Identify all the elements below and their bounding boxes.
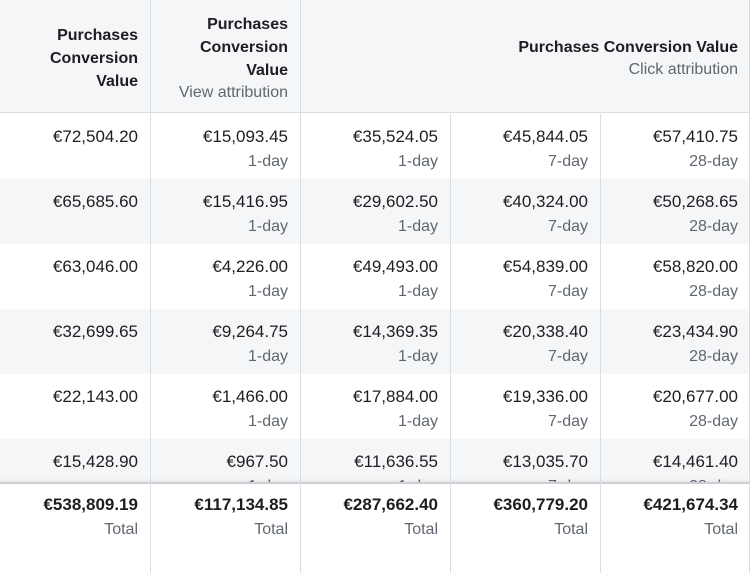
total-col1: [0, 484, 150, 575]
cell-col1: [0, 374, 150, 439]
cell-window: 28-day: [689, 348, 738, 365]
cell-col4: [450, 114, 600, 179]
cell-value: €65,685.60: [52, 192, 138, 211]
header-line: Value: [246, 62, 288, 79]
cell-col2: [150, 244, 300, 309]
cell-col2: [150, 114, 300, 179]
cell-window: 1-day: [397, 413, 438, 430]
cell-col5: [600, 374, 750, 439]
cell-window: 1-day: [397, 153, 438, 170]
cell-value: €14,369.35: [352, 322, 438, 341]
totals-row: [0, 482, 750, 573]
cell-col4: [450, 179, 600, 244]
cell-col1: [0, 179, 150, 244]
cell-window: 1-day: [247, 348, 288, 365]
cell-window: 1-day: [247, 218, 288, 235]
cell-value: €14,461.40: [652, 452, 738, 471]
cell-value: €1,466.00: [212, 387, 288, 406]
cell-col4: [450, 244, 600, 309]
total-col5: [600, 484, 750, 575]
cell-window: 28-day: [689, 153, 738, 170]
header-line: Conversion: [49, 50, 138, 67]
table-body: [0, 114, 750, 482]
header-line: Conversion: [199, 39, 288, 56]
cell-value: €72,504.20: [52, 127, 138, 146]
cell-col5: [600, 309, 750, 374]
cell-value: €49,493.00: [352, 257, 438, 276]
cell-value: €40,324.00: [502, 192, 588, 211]
total-value: €117,134.85: [194, 495, 288, 514]
cell-col3: [300, 179, 450, 244]
total-col4: [450, 484, 600, 575]
cell-window: 28-day: [689, 413, 738, 430]
cell-window: 7-day: [547, 413, 588, 430]
column-divider: [450, 114, 451, 573]
cell-col4: [450, 374, 600, 439]
total-col3: [300, 484, 450, 575]
cell-col5: [600, 244, 750, 309]
cell-value: €57,410.75: [652, 127, 738, 146]
cell-value: €45,844.05: [502, 127, 588, 146]
total-label: Total: [554, 521, 588, 538]
cell-value: €54,839.00: [502, 257, 588, 276]
cell-value: €63,046.00: [52, 257, 138, 276]
cell-window: 1-day: [247, 153, 288, 170]
cell-value: €11,636.55: [354, 452, 438, 471]
column-divider: [300, 0, 301, 573]
total-value: €360,779.20: [493, 495, 588, 514]
cell-col3: [300, 114, 450, 179]
group-title: Purchases Conversion Value: [518, 39, 738, 56]
cell-value: €17,884.00: [352, 387, 438, 406]
cell-window: 1-day: [397, 218, 438, 235]
cell-value: €13,035.70: [502, 452, 588, 471]
total-value: €421,674.34: [643, 495, 738, 514]
table-row[interactable]: [0, 114, 750, 179]
cell-col3: [300, 309, 450, 374]
table-row[interactable]: [0, 244, 750, 309]
cell-window: 1-day: [247, 283, 288, 300]
total-value: €287,662.40: [343, 495, 438, 514]
total-value: €538,809.19: [43, 495, 138, 514]
cell-window: 7-day: [547, 218, 588, 235]
column-divider: [600, 114, 601, 573]
total-label: Total: [104, 521, 138, 538]
header-subtitle: View attribution: [178, 84, 288, 101]
cell-window: 1-day: [397, 348, 438, 365]
cell-col4: [450, 309, 600, 374]
total-label: Total: [254, 521, 288, 538]
cell-value: €967.50: [226, 452, 288, 471]
cell-value: €22,143.00: [52, 387, 138, 406]
table-row[interactable]: [0, 309, 750, 374]
cell-value: €20,338.40: [502, 322, 588, 341]
cell-col5: [600, 114, 750, 179]
table-header: [0, 0, 750, 113]
cell-col1: [0, 244, 150, 309]
cell-window: 1-day: [397, 283, 438, 300]
column-header-purchases-conversion-value[interactable]: [0, 0, 150, 113]
cell-value: €29,602.50: [352, 192, 438, 211]
cell-value: €50,268.65: [652, 192, 738, 211]
total-label: Total: [704, 521, 738, 538]
cell-value: €15,428.90: [52, 452, 138, 471]
cell-window: 1-day: [247, 413, 288, 430]
cell-col2: [150, 179, 300, 244]
group-subtitle: Click attribution: [628, 61, 738, 78]
cell-value: €20,677.00: [652, 387, 738, 406]
cell-value: €9,264.75: [212, 322, 288, 341]
table-row[interactable]: [0, 374, 750, 439]
cell-value: €32,699.65: [52, 322, 138, 341]
header-line: Purchases: [57, 27, 138, 44]
cell-value: €23,434.90: [652, 322, 738, 341]
column-divider: [150, 0, 151, 573]
cell-window: 28-day: [689, 283, 738, 300]
cell-window: 7-day: [547, 348, 588, 365]
cell-value: €4,226.00: [212, 257, 288, 276]
total-label: Total: [404, 521, 438, 538]
cell-window: 7-day: [547, 283, 588, 300]
table-row[interactable]: [0, 179, 750, 244]
column-group-header-click-attribution[interactable]: [300, 0, 750, 113]
total-col2: [150, 484, 300, 575]
cell-col3: [300, 374, 450, 439]
cell-value: €35,524.05: [352, 127, 438, 146]
cell-window: 28-day: [689, 218, 738, 235]
cell-value: €19,336.00: [502, 387, 588, 406]
cell-value: €58,820.00: [652, 257, 738, 276]
header-line: Value: [96, 73, 138, 90]
cell-col1: [0, 309, 150, 374]
cell-col2: [150, 309, 300, 374]
column-header-view-attribution[interactable]: [150, 0, 300, 113]
cell-col1: [0, 114, 150, 179]
cell-col2: [150, 374, 300, 439]
header-line: Purchases: [207, 16, 288, 33]
cell-col3: [300, 244, 450, 309]
cell-window: 7-day: [547, 153, 588, 170]
cell-value: €15,416.95: [202, 192, 288, 211]
cell-value: €15,093.45: [202, 127, 288, 146]
cell-col5: [600, 179, 750, 244]
